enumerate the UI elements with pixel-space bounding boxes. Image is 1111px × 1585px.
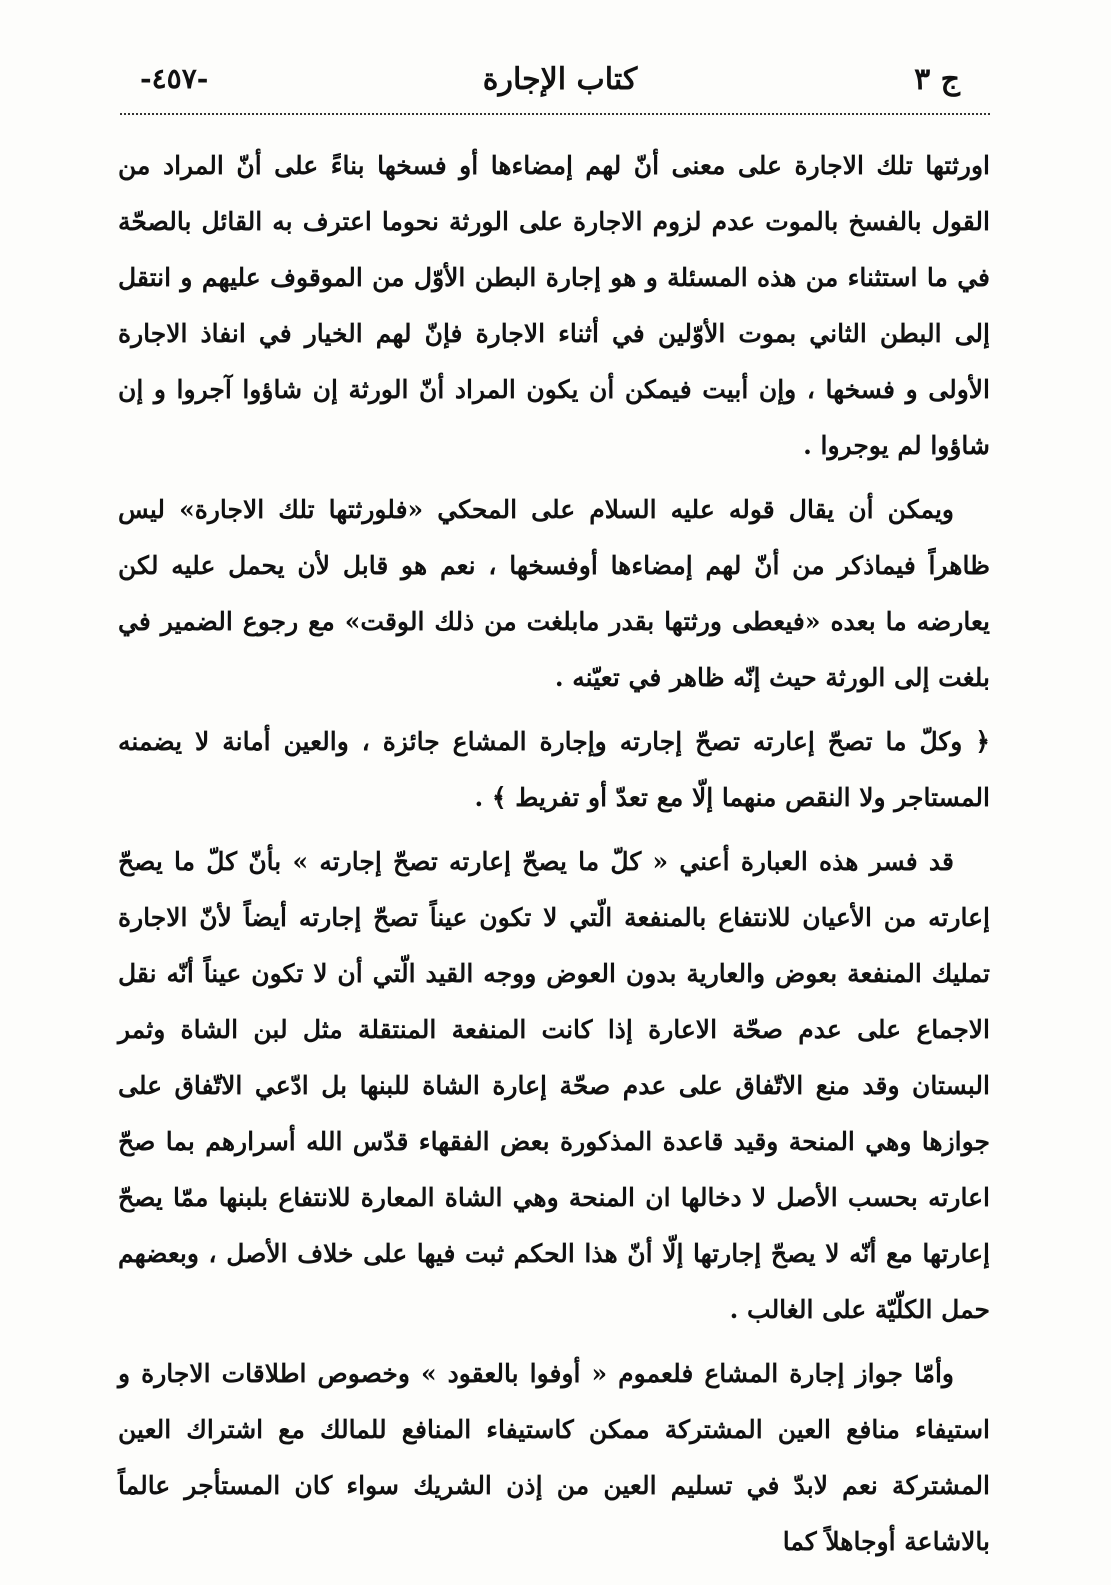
header-divider	[120, 113, 990, 115]
paragraph-4: قد فسر هذه العبارة أعني « كلّ ما يصحّ إعارته تصحّ إجارته » بأنّ كلّ ما يصحّ إعارته من الأعيان للانتفاع بالمنفعة الّتي لا تكون عيناً تصحّ إجارته أيضاً لأنّ الاجارة تمليك المنفعة بعوض والعارية بدون العوض ووجه القيد الّتي أن لا تكون عيناً أنّه نقل الاجماع على عدم صحّة الاعارة إذا كانت المنفعة المنتقلة مثل لبن الشاة وثمر البستان وقد منع الاتّفاق على عدم صحّة إعارة الشاة للبنها بل ادّعي الاتّفاق على جوازها وهي المنحة وقيد قاعدة المذكورة بعض الفقهاء قدّس الله أسرارهم بما صحّ اعارته بحسب الأصل لا دخالها ان المنحة وهي الشاة المعارة للانتفاع بلبنها ممّا يصحّ إعارتها مع أنّه لا يصحّ إجارتها إلّا أنّ هذا الحكم ثبت فيها على خلاف الأصل ، وبعضهم حمل الكلّيّة على الغالب .	[118, 847, 990, 1324]
page-header	[120, 58, 1000, 106]
paragraph-1: اورثتها تلك الاجارة على معنى أنّ لهم إمضاءها أو فسخها بناءً على أنّ المراد من القول بالفسخ بالموت عدم لزوم الاجارة على الورثة نحوما اعترف به القائل بالصحّة في ما استثناء من هذه المسئلة و هو إجارة البطن الأوّل من الموقوف عليهم و انتقل إلى البطن الثاني بموت الأوّلين في أثناء الاجارة فإنّ لهم الخيار في انفاذ الاجارة الأولى و فسخها ، وإن أبيت فيمكن أن يكون المراد أنّ الورثة إن شاؤوا آجروا و إن شاؤوا لم يوجروا .	[118, 151, 990, 460]
page-number: -٤٥٧-	[140, 62, 209, 95]
volume-label: ج ٣	[914, 62, 960, 97]
paragraph-3-main-text: ﴿ وكلّ ما تصحّ إعارته تصحّ إجارته وإجارة المشاع جائزة ، والعين أمانة لا يضمنه المستاجر ولا النقص منهما إلّا مع تعدّ أو تفريط ﴾ .	[118, 727, 990, 812]
paragraph-2: ويمكن أن يقال قوله عليه السلام على المحكي «فلورثتها تلك الاجارة» ليس ظاهراً فيماذكر من أنّ لهم إمضاءها أوفسخها ، نعم هو قابل لأن يحمل عليه لكن يعارضه ما بعده «فيعطى ورثتها بقدر مابلغت من ذلك الوقت» مع رجوع الضمير في بلغت إلى الورثة حيث إنّه ظاهر في تعيّنه .	[118, 495, 990, 692]
paragraph-5: وأمّا جواز إجارة المشاع فلعموم « أوفوا بالعقود » وخصوص اطلاقات الاجارة و استيفاء منافع العين المشتركة ممكن كاستيفاء المنافع للمالك مع اشتراك العين المشتركة نعم لابدّ في تسليم العين من إذن الشريك سواء كان المستأجر عالماً بالاشاعة أوجاهلاً كما	[118, 1359, 990, 1556]
page-body	[118, 138, 990, 1570]
chapter-title: كتاب الإجارة	[482, 62, 638, 97]
